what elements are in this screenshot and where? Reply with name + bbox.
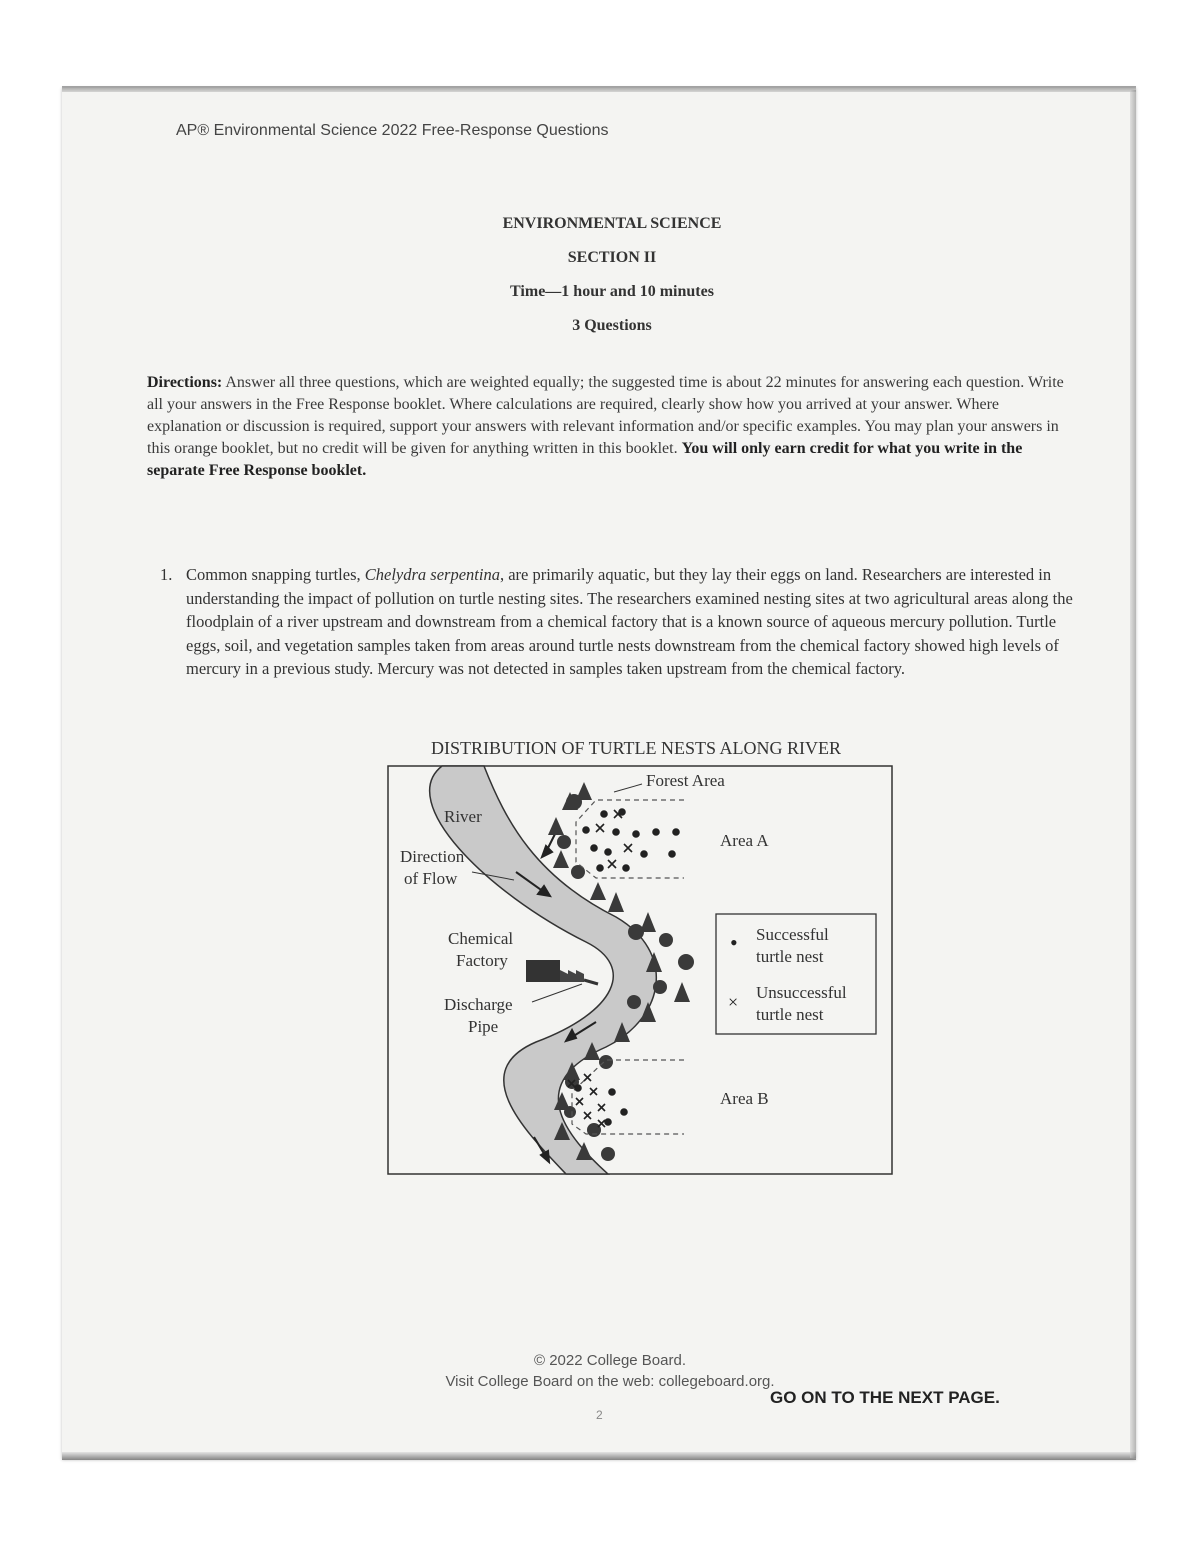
legend-successful-symbol: •	[730, 930, 738, 955]
label-area-b: Area B	[720, 1089, 769, 1108]
legend-unsuccessful-symbol: ×	[728, 992, 739, 1012]
label-direction: Direction	[400, 847, 465, 866]
label-factory: Factory	[456, 951, 508, 970]
area-a-boundary	[576, 800, 684, 878]
label-discharge: Discharge	[444, 995, 513, 1014]
legend-unsuccessful-line2: turtle nest	[756, 1005, 824, 1024]
turtle-nest-map-content	[386, 762, 896, 1182]
page-edge-right	[1130, 90, 1136, 1458]
footer-visit: Visit College Board on the web: collegeboard.org.	[445, 1373, 775, 1390]
footer	[400, 1350, 820, 1392]
directions	[147, 372, 1077, 482]
label-chemical: Chemical	[448, 929, 514, 948]
label-pipe: Pipe	[468, 1017, 499, 1036]
directions-body: Answer all three questions, which are weighted equally; the suggested time is about 22 minutes for answering each question. Write all your answers in the Free Response booklet. Where calculations are required, clearly show how you arrived at your answer. Where explanation or discussion is required, support your answers with relevant information and/or specific examples. You may plan your answers in this orange booklet, but no credit will be given for anything written in this booklet.	[147, 374, 1064, 457]
question-intro: Common snapping turtles,	[186, 565, 365, 584]
question-body: , are primarily aquatic, but they lay their eggs on land. Researchers are interested in understanding the impact of pollution on turtle nesting sites. The researchers examined nesting sites at two agricultural areas along the floodplain of a river upstream and downstream from a chemical factory that is a known source of aqueous mercury pollution. Turtle eggs, soil, and vegetation samples taken from areas around turtle nests downstream from the chemical factory showed high levels of mercury in a previous study. Mercury was not detected in samples taken upstream from the chemical factory.	[186, 565, 1073, 678]
label-area-a: Area A	[720, 831, 769, 850]
page-edge-bottom	[62, 1452, 1136, 1460]
section-number: SECTION II	[567, 249, 657, 266]
section-question-count: 3 Questions	[572, 317, 652, 334]
legend-successful-line2: turtle nest	[756, 947, 824, 966]
label-of-flow: of Flow	[404, 869, 458, 888]
area-a-nests	[583, 809, 679, 871]
label-forest-area: Forest Area	[646, 771, 725, 790]
page-number: 2	[596, 1408, 603, 1422]
question-number: 1.	[160, 565, 173, 584]
section-title-block	[300, 207, 924, 343]
chemical-factory	[526, 960, 598, 984]
footer-copyright: © 2022 College Board.	[534, 1352, 686, 1369]
directions-label: Directions:	[147, 374, 223, 391]
figure-title: DISTRIBUTION OF TURTLE NESTS ALONG RIVER	[430, 738, 842, 758]
label-river: River	[444, 807, 482, 826]
go-on-next-page: GO ON TO THE NEXT PAGE.	[770, 1388, 1000, 1407]
legend-successful-line1: Successful	[756, 925, 829, 944]
page-edge-top	[62, 86, 1136, 92]
area-b-boundary	[572, 1060, 684, 1134]
species-name: Chelydra serpentina	[364, 565, 500, 584]
legend	[716, 914, 876, 1034]
directions-emphasis: You will only earn credit for what you write in the separate Free Response booklet.	[147, 440, 1023, 479]
question-1	[160, 563, 1090, 681]
section-time: Time—1 hour and 10 minutes	[510, 283, 714, 300]
running-header: AP® Environmental Science 2022 Free-Response Questions	[176, 122, 609, 139]
legend-unsuccessful-line1: Unsuccessful	[756, 983, 847, 1002]
section-subject: ENVIRONMENTAL SCIENCE	[502, 215, 722, 232]
discharge-pipe	[584, 980, 598, 984]
question-text	[186, 563, 1090, 681]
